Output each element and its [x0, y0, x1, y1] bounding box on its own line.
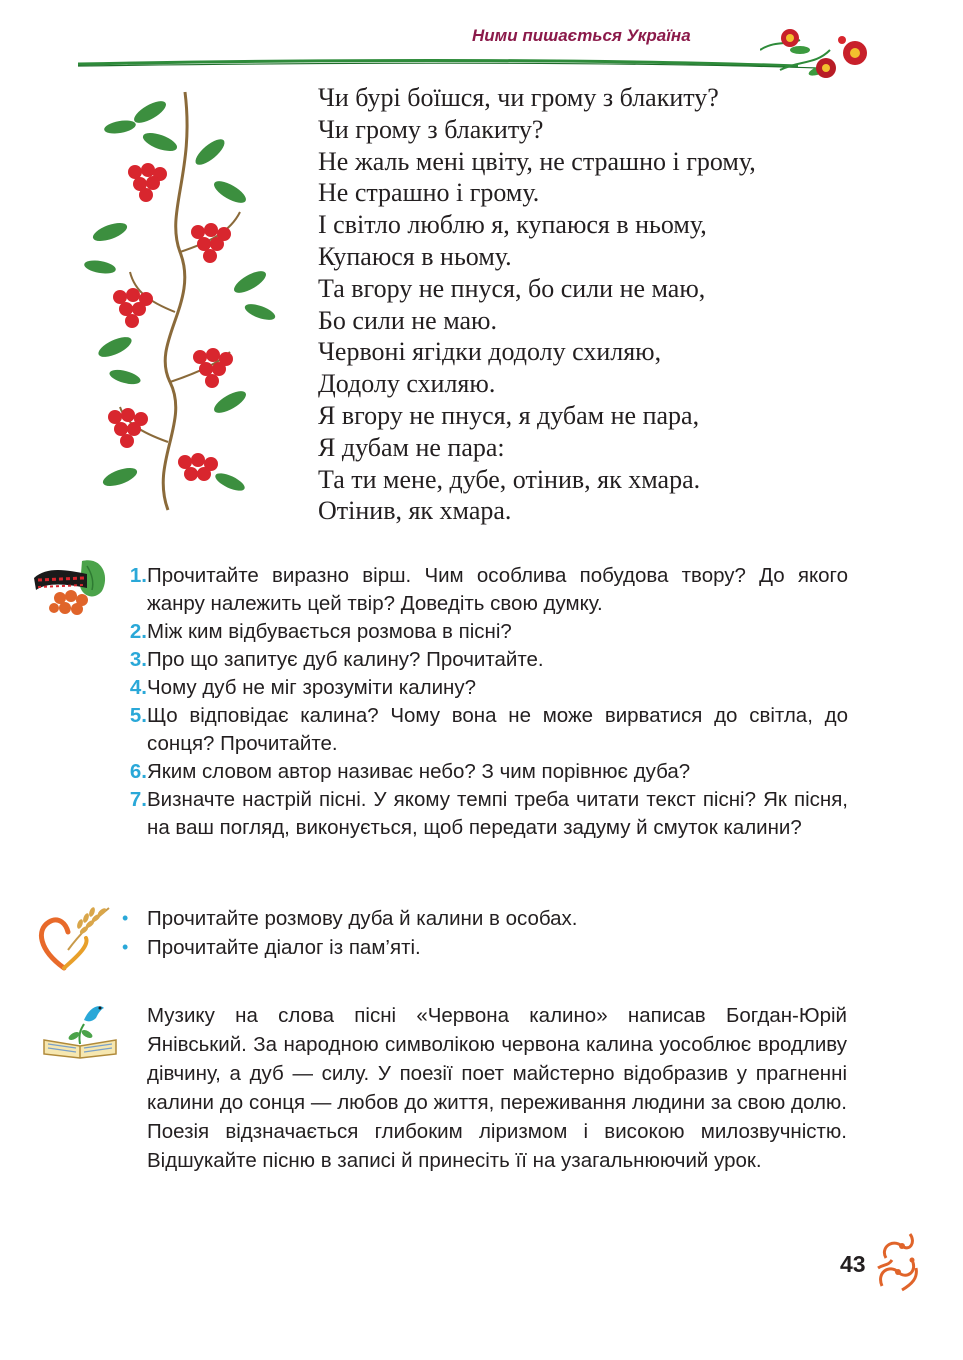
flower-ornament-icon [760, 20, 875, 90]
question-number: 2. [129, 620, 147, 643]
wheat-heart-icon [34, 900, 114, 972]
poem-text [318, 82, 756, 527]
poem-line: Червоні ягідки додолу схиляю, [318, 337, 662, 367]
header-divider [78, 40, 838, 70]
poem-line: Не страшно і грому. [318, 178, 540, 208]
poem-line: Отінив, як хмара. [318, 496, 512, 526]
poem-line: Купаюся в ньому. [318, 241, 512, 271]
poem-line: Додолу схиляю. [318, 369, 496, 399]
poem-line: Чи бурі боїшся, чи грому з блакиту? [318, 83, 719, 112]
question-text: Прочитайте виразно вірш. Чим особлива побудова твору? До якого жанру належить цей твір? Доведіть свою думку. [147, 564, 848, 615]
question-text: Про що запитує дуб калину? Прочитайте. [147, 648, 544, 671]
question-item [118, 562, 848, 618]
question-number: 1. [129, 564, 147, 587]
poem-line: Я дубам не пара: [318, 432, 505, 462]
question-item [118, 786, 848, 842]
question-text: Що відповідає калина? Чому вона не може вирватися до світла, до сонця? Прочитайте. [147, 704, 848, 755]
task-text: Прочитайте розмову дуба й калини в особах. [147, 907, 578, 930]
poem-line: Бо сили не маю. [318, 305, 497, 335]
question-text: Яким словом автор називає небо? З чим порівнює дуба? [147, 760, 691, 783]
question-item [118, 674, 848, 702]
poem-line: Не жаль мені цвіту, не страшно і грому, [318, 146, 756, 176]
poem-line: Чи грому з блакиту? [318, 114, 544, 144]
task-bullet: • [122, 937, 129, 957]
corner-ornament-icon [872, 1228, 922, 1292]
question-item [118, 702, 848, 758]
page-number: 43 [840, 1251, 866, 1277]
question-item [118, 758, 848, 786]
question-text: Чому дуб не міг зрозуміти калину? [147, 676, 477, 699]
viburnum-branch-icon [80, 82, 285, 512]
question-number: 6. [129, 760, 147, 783]
task-item [118, 904, 848, 933]
question-number: 7. [129, 788, 147, 811]
task-bullet: • [122, 908, 129, 928]
question-number: 4. [129, 676, 147, 699]
question-number: 3. [129, 648, 147, 671]
question-text: Визначте настрій пісні. У якому темпі треба читати текст пісні? Як пісня, на ваш погляд, виконується, щоб передати задуму й смуток калини? [147, 788, 848, 839]
question-item [118, 618, 848, 646]
question-item [118, 646, 848, 674]
question-text: Між ким відбувається розмова в пісні? [147, 620, 512, 643]
embroidery-berries-icon [32, 556, 112, 618]
poem-line: Я вгору не пнуся, я дубам не пара, [318, 400, 700, 430]
questions-list [118, 562, 848, 842]
poem-line: І світло люблю я, купаюся в ньому, [318, 210, 707, 240]
book-bird-icon [40, 998, 122, 1060]
task-item [118, 933, 848, 962]
poem-line: Та вгору не пнуся, бо сили не маю, [318, 273, 706, 303]
page-header-title: Ними пишається Україна [472, 26, 691, 45]
task-text: Прочитайте діалог із пам’яті. [147, 936, 421, 959]
question-number: 5. [129, 704, 147, 727]
info-paragraph: Музику на слова пісні «Червона калино» написав Богдан-Юрій Янівський. За народною символікою червона калина уособлює вродливу дівчину, а дуб — силу. У поезії поет майстерно відобразив у прагненні калини до сонця — любов до життя, переживання людини за свою долю. Поезія відзначається глибоким ліризмом і високою милозвучністю. Відшукайте пісню в записі й принесіть її на узагальнюючий урок. [147, 1004, 847, 1172]
tasks-list [118, 904, 848, 962]
poem-line: Та ти мене, дубе, отінив, як хмара. [318, 464, 701, 494]
